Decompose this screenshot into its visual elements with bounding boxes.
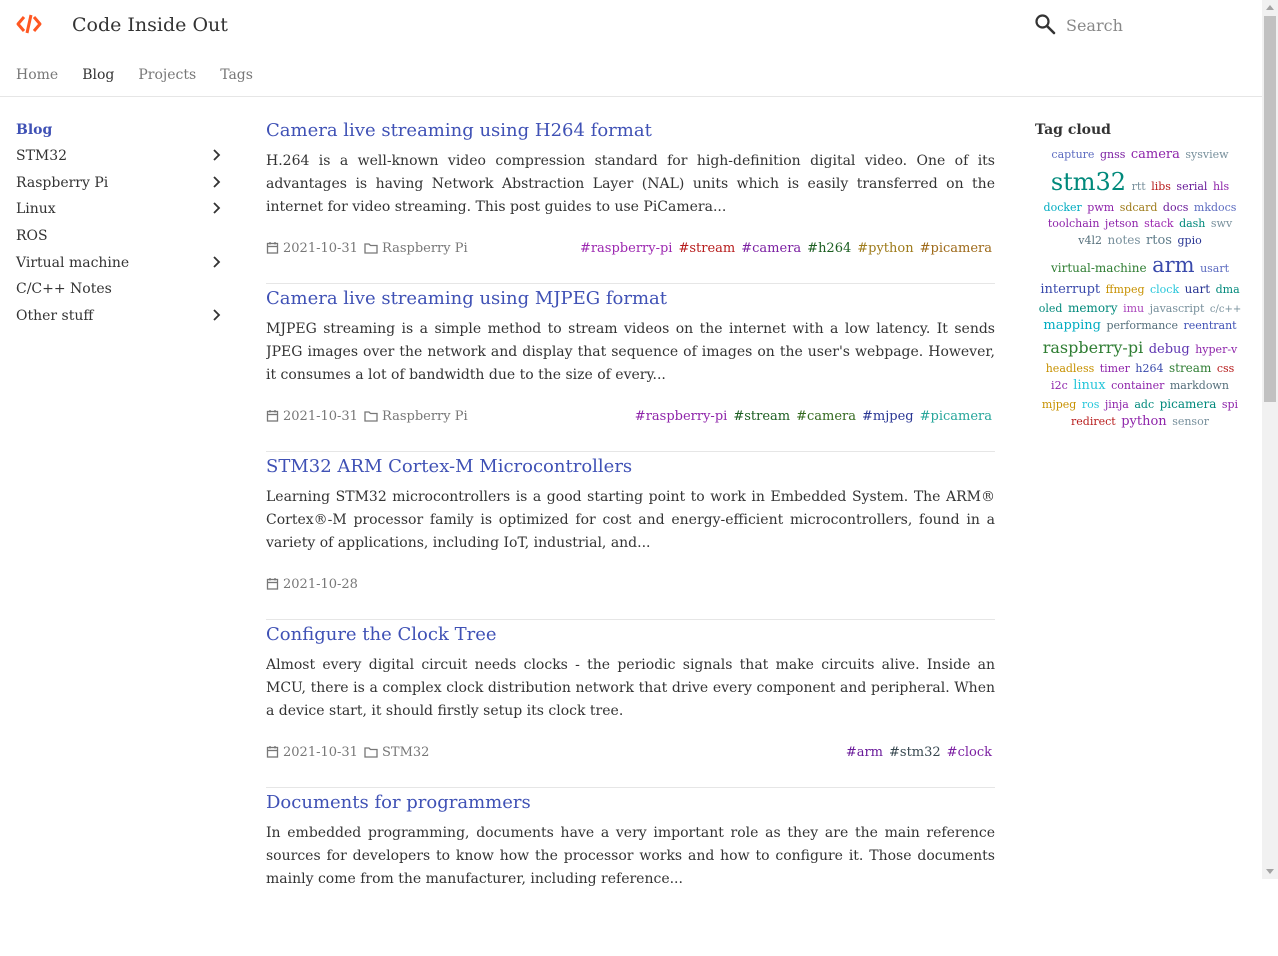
post-meta bbox=[266, 409, 995, 425]
post-date-text: 2021-10-28 bbox=[283, 577, 358, 592]
tag-link[interactable]: #mjpeg bbox=[862, 409, 914, 424]
post-date bbox=[266, 745, 358, 761]
post-title-link[interactable]: STM32 ARM Cortex-M Microcontrollers bbox=[266, 456, 633, 477]
tag-link[interactable]: #python bbox=[857, 241, 914, 256]
post-meta bbox=[266, 745, 995, 761]
site-title[interactable]: Code Inside Out bbox=[72, 14, 228, 36]
tag-cloud-item[interactable]: gpio bbox=[1177, 233, 1202, 247]
tag-cloud-item[interactable]: raspberry-pi bbox=[1042, 337, 1144, 357]
tag-cloud-item[interactable]: redirect bbox=[1071, 415, 1116, 429]
tag-cloud-item[interactable]: memory bbox=[1067, 300, 1118, 315]
sidebar-item-label: Linux bbox=[16, 201, 56, 218]
tag-cloud-item[interactable]: jinja bbox=[1104, 398, 1129, 412]
sidebar bbox=[16, 120, 226, 333]
tag-cloud-item[interactable]: stream bbox=[1168, 360, 1212, 375]
post-card bbox=[266, 453, 995, 620]
tag-cloud-panel bbox=[1035, 120, 1245, 432]
post-excerpt: MJPEG streaming is a simple method to stream videos on the internet with a low latency. It sends JPEG images over the network and display that sequence of images on the user's webpage. However, it consumes a lot of bandwidth due to the size of every... bbox=[266, 321, 995, 383]
calendar-icon bbox=[266, 745, 279, 758]
tag-link[interactable]: #stream bbox=[678, 241, 736, 256]
post-tags bbox=[629, 409, 992, 425]
tag-cloud-item[interactable]: pwm bbox=[1087, 200, 1115, 214]
post-card bbox=[266, 117, 995, 284]
folder-icon bbox=[364, 746, 378, 758]
tag-link[interactable]: #h264 bbox=[807, 241, 852, 256]
tag-cloud-item[interactable]: clock bbox=[1150, 282, 1180, 296]
sidebar-item-virtual-machine[interactable] bbox=[16, 253, 226, 280]
sidebar-item-other-stuff[interactable] bbox=[16, 306, 226, 333]
post-title-link[interactable]: Configure the Clock Tree bbox=[266, 624, 497, 645]
tag-cloud-item[interactable]: container bbox=[1111, 379, 1165, 393]
tag-cloud-item[interactable]: i2c bbox=[1051, 379, 1068, 393]
sidebar-item-label: ROS bbox=[16, 228, 48, 245]
post-list bbox=[266, 116, 995, 956]
tag-cloud-item[interactable]: spi bbox=[1221, 398, 1239, 412]
chevron-right-icon bbox=[210, 202, 222, 214]
vertical-scrollbar[interactable] bbox=[1262, 0, 1278, 879]
tag-cloud-item[interactable]: mjpeg bbox=[1041, 398, 1077, 412]
tag-cloud-item[interactable]: rtos bbox=[1146, 232, 1172, 248]
calendar-icon bbox=[266, 577, 279, 590]
nav-projects[interactable]: Projects bbox=[138, 67, 197, 83]
tag-cloud-item[interactable]: v4l2 bbox=[1078, 233, 1102, 247]
post-title-link[interactable]: Camera live streaming using H264 format bbox=[266, 120, 652, 141]
post-excerpt: In embedded programming, documents have a very important role as they are the main reference sources for developers to know how the processor works and how to configure it. Those documents mainly come from the manufacturer, including reference... bbox=[266, 825, 995, 887]
tag-cloud-item[interactable]: linux bbox=[1073, 378, 1106, 394]
tag-cloud-item[interactable]: jetson bbox=[1104, 216, 1139, 230]
post-category-text: STM32 bbox=[382, 745, 430, 760]
tag-cloud-item[interactable]: camera bbox=[1130, 147, 1180, 162]
tag-cloud-item[interactable]: rtt bbox=[1131, 179, 1146, 193]
tag-cloud-item[interactable]: interrupt bbox=[1040, 281, 1101, 297]
post-title-link[interactable]: Documents for programmers bbox=[266, 792, 531, 813]
tag-cloud-item[interactable]: markdown bbox=[1169, 379, 1229, 393]
tag-cloud-item[interactable]: ros bbox=[1081, 398, 1100, 412]
tag-link[interactable]: #camera bbox=[741, 241, 802, 256]
tag-cloud-item[interactable]: uart bbox=[1184, 281, 1211, 296]
tag-cloud-item[interactable]: docs bbox=[1162, 200, 1189, 214]
tag-link[interactable]: #arm bbox=[845, 745, 883, 760]
post-date bbox=[266, 241, 358, 257]
tag-cloud-item[interactable]: css bbox=[1216, 361, 1235, 375]
tag-cloud-item[interactable]: performance bbox=[1106, 319, 1178, 333]
post-date bbox=[266, 409, 358, 425]
post-tags bbox=[840, 745, 992, 761]
post-tags bbox=[574, 241, 992, 257]
calendar-icon bbox=[266, 241, 279, 254]
tag-cloud-item[interactable]: gnss bbox=[1099, 148, 1126, 161]
post-category-text: Raspberry Pi bbox=[382, 241, 468, 256]
tag-cloud-item[interactable]: sdcard bbox=[1119, 200, 1158, 214]
sidebar-item-cpp-notes[interactable] bbox=[16, 279, 226, 306]
tag-cloud-item[interactable]: oled bbox=[1038, 301, 1063, 315]
tag-cloud-item[interactable]: dash bbox=[1179, 216, 1206, 230]
sidebar-item-raspberry-pi[interactable] bbox=[16, 173, 226, 200]
tag-cloud-item[interactable]: hls bbox=[1212, 179, 1230, 193]
sidebar-item-ros[interactable] bbox=[16, 226, 226, 253]
search-icon[interactable] bbox=[1034, 13, 1056, 35]
tag-link[interactable]: #stream bbox=[733, 409, 791, 424]
post-card bbox=[266, 285, 995, 452]
folder-icon bbox=[364, 410, 378, 422]
tag-cloud-item[interactable]: swv bbox=[1210, 216, 1233, 230]
tag-cloud-item[interactable]: dma bbox=[1215, 282, 1240, 296]
post-excerpt: Learning STM32 microcontrollers is a good starting point to work in Embedded System. The ARM® Cortex®-M processor family is optimized for cost and energy-efficient microcontrollers, found in a variety of applications, including IoT, industrial, and... bbox=[266, 489, 995, 551]
post-category[interactable] bbox=[364, 241, 468, 257]
tag-cloud-item[interactable]: mapping bbox=[1043, 318, 1101, 334]
post-date bbox=[266, 577, 358, 593]
sidebar-title[interactable]: Blog bbox=[16, 122, 53, 138]
sidebar-item-label: Other stuff bbox=[16, 308, 94, 325]
calendar-icon bbox=[266, 409, 279, 422]
tag-cloud-item[interactable]: reentrant bbox=[1183, 319, 1237, 333]
search-input[interactable] bbox=[1066, 12, 1246, 38]
post-category[interactable] bbox=[364, 409, 468, 425]
chevron-right-icon bbox=[210, 149, 222, 161]
tag-cloud-item[interactable]: sysview bbox=[1185, 148, 1229, 161]
tag-link[interactable]: #picamera bbox=[919, 409, 992, 424]
tag-cloud-item[interactable]: c/c++ bbox=[1209, 303, 1242, 315]
sidebar-item-label: Raspberry Pi bbox=[16, 174, 109, 191]
tag-link[interactable]: #raspberry-pi bbox=[579, 241, 673, 256]
post-excerpt: Almost every digital circuit needs clocks - the periodic signals that make circuits alive. Inside an MCU, there is a complex clock distribution network that drive every component and peripheral. When a device start, it should firstly setup its clock tree. bbox=[266, 657, 995, 719]
post-date-text: 2021-10-31 bbox=[283, 745, 358, 760]
tag-link[interactable]: #clock bbox=[946, 745, 992, 760]
tag-cloud-item[interactable]: serial bbox=[1176, 179, 1208, 193]
tag-cloud-item[interactable]: arm bbox=[1152, 253, 1195, 278]
chevron-right-icon bbox=[210, 176, 222, 188]
tag-cloud bbox=[1035, 146, 1245, 432]
tag-cloud-item[interactable]: stack bbox=[1144, 216, 1174, 230]
tag-cloud-item[interactable]: javascript bbox=[1149, 301, 1205, 315]
scroll-down-arrow-icon[interactable] bbox=[1266, 869, 1274, 874]
tag-cloud-item[interactable]: virtual-machine bbox=[1050, 261, 1147, 276]
tag-cloud-item[interactable]: headless bbox=[1045, 361, 1095, 375]
sidebar-item-label: C/C++ Notes bbox=[16, 281, 112, 298]
post-category-text: Raspberry Pi bbox=[382, 409, 468, 424]
post-date-text: 2021-10-31 bbox=[283, 409, 358, 424]
scroll-up-arrow-icon[interactable] bbox=[1266, 5, 1274, 10]
tag-cloud-item[interactable]: capture bbox=[1051, 148, 1095, 161]
tag-cloud-item[interactable]: picamera bbox=[1159, 397, 1217, 412]
tag-link[interactable]: #raspberry-pi bbox=[634, 409, 728, 424]
tag-cloud-title: Tag cloud bbox=[1035, 122, 1111, 138]
tag-cloud-item[interactable]: hyper-v bbox=[1195, 342, 1238, 356]
tag-cloud-item[interactable]: timer bbox=[1099, 361, 1130, 375]
nav-blog[interactable]: Blog bbox=[82, 67, 115, 83]
post-title-link[interactable]: Camera live streaming using MJPEG format bbox=[266, 288, 668, 309]
post-excerpt: H.264 is a well-known video compression standard for high-definition digital video. One of its advantages is having Network Abstraction Layer (NAL) units which is easily transferred on the internet for video streaming. This post guides to use PiCamera... bbox=[266, 153, 995, 215]
post-card bbox=[266, 789, 995, 956]
tag-cloud-item[interactable]: h264 bbox=[1135, 361, 1164, 375]
post-date-text: 2021-10-31 bbox=[283, 241, 358, 256]
tag-link[interactable]: #camera bbox=[796, 409, 857, 424]
tag-cloud-item[interactable]: libs bbox=[1151, 179, 1171, 193]
tag-cloud-item[interactable]: toolchain bbox=[1047, 216, 1100, 230]
chevron-right-icon bbox=[210, 256, 222, 268]
tag-cloud-item[interactable]: docker bbox=[1043, 200, 1082, 214]
tag-cloud-item[interactable]: usart bbox=[1200, 262, 1230, 276]
tag-cloud-item[interactable]: sensor bbox=[1172, 415, 1209, 429]
tag-link[interactable]: #picamera bbox=[919, 241, 992, 256]
sidebar-item-label: STM32 bbox=[16, 148, 68, 164]
post-card bbox=[266, 621, 995, 788]
sidebar-item-linux[interactable] bbox=[16, 199, 226, 226]
tag-cloud-item[interactable]: adc bbox=[1134, 398, 1155, 412]
tag-cloud-item[interactable]: ffmpeg bbox=[1105, 282, 1145, 296]
tag-cloud-item[interactable]: notes bbox=[1107, 232, 1141, 247]
top-nav bbox=[16, 64, 277, 84]
post-meta bbox=[266, 577, 995, 593]
tag-cloud-item[interactable]: mkdocs bbox=[1193, 200, 1237, 214]
code-logo-icon[interactable] bbox=[16, 12, 42, 36]
chevron-right-icon bbox=[210, 309, 222, 321]
tag-cloud-item[interactable]: python bbox=[1121, 414, 1167, 430]
site-header bbox=[0, 0, 1262, 97]
nav-tags[interactable]: Tags bbox=[220, 67, 253, 83]
nav-home[interactable]: Home bbox=[16, 67, 59, 83]
scrollbar-thumb[interactable] bbox=[1264, 16, 1276, 402]
sidebar-item-stm32[interactable] bbox=[16, 146, 226, 173]
post-category[interactable] bbox=[364, 745, 429, 761]
sidebar-item-label: Virtual machine bbox=[16, 254, 130, 271]
tag-cloud-item[interactable]: imu bbox=[1123, 301, 1145, 315]
post-meta bbox=[266, 241, 995, 257]
folder-icon bbox=[364, 242, 378, 254]
tag-cloud-item[interactable]: debug bbox=[1148, 341, 1190, 357]
tag-link[interactable]: #stm32 bbox=[889, 745, 941, 760]
tag-cloud-item[interactable]: stm32 bbox=[1050, 167, 1127, 196]
